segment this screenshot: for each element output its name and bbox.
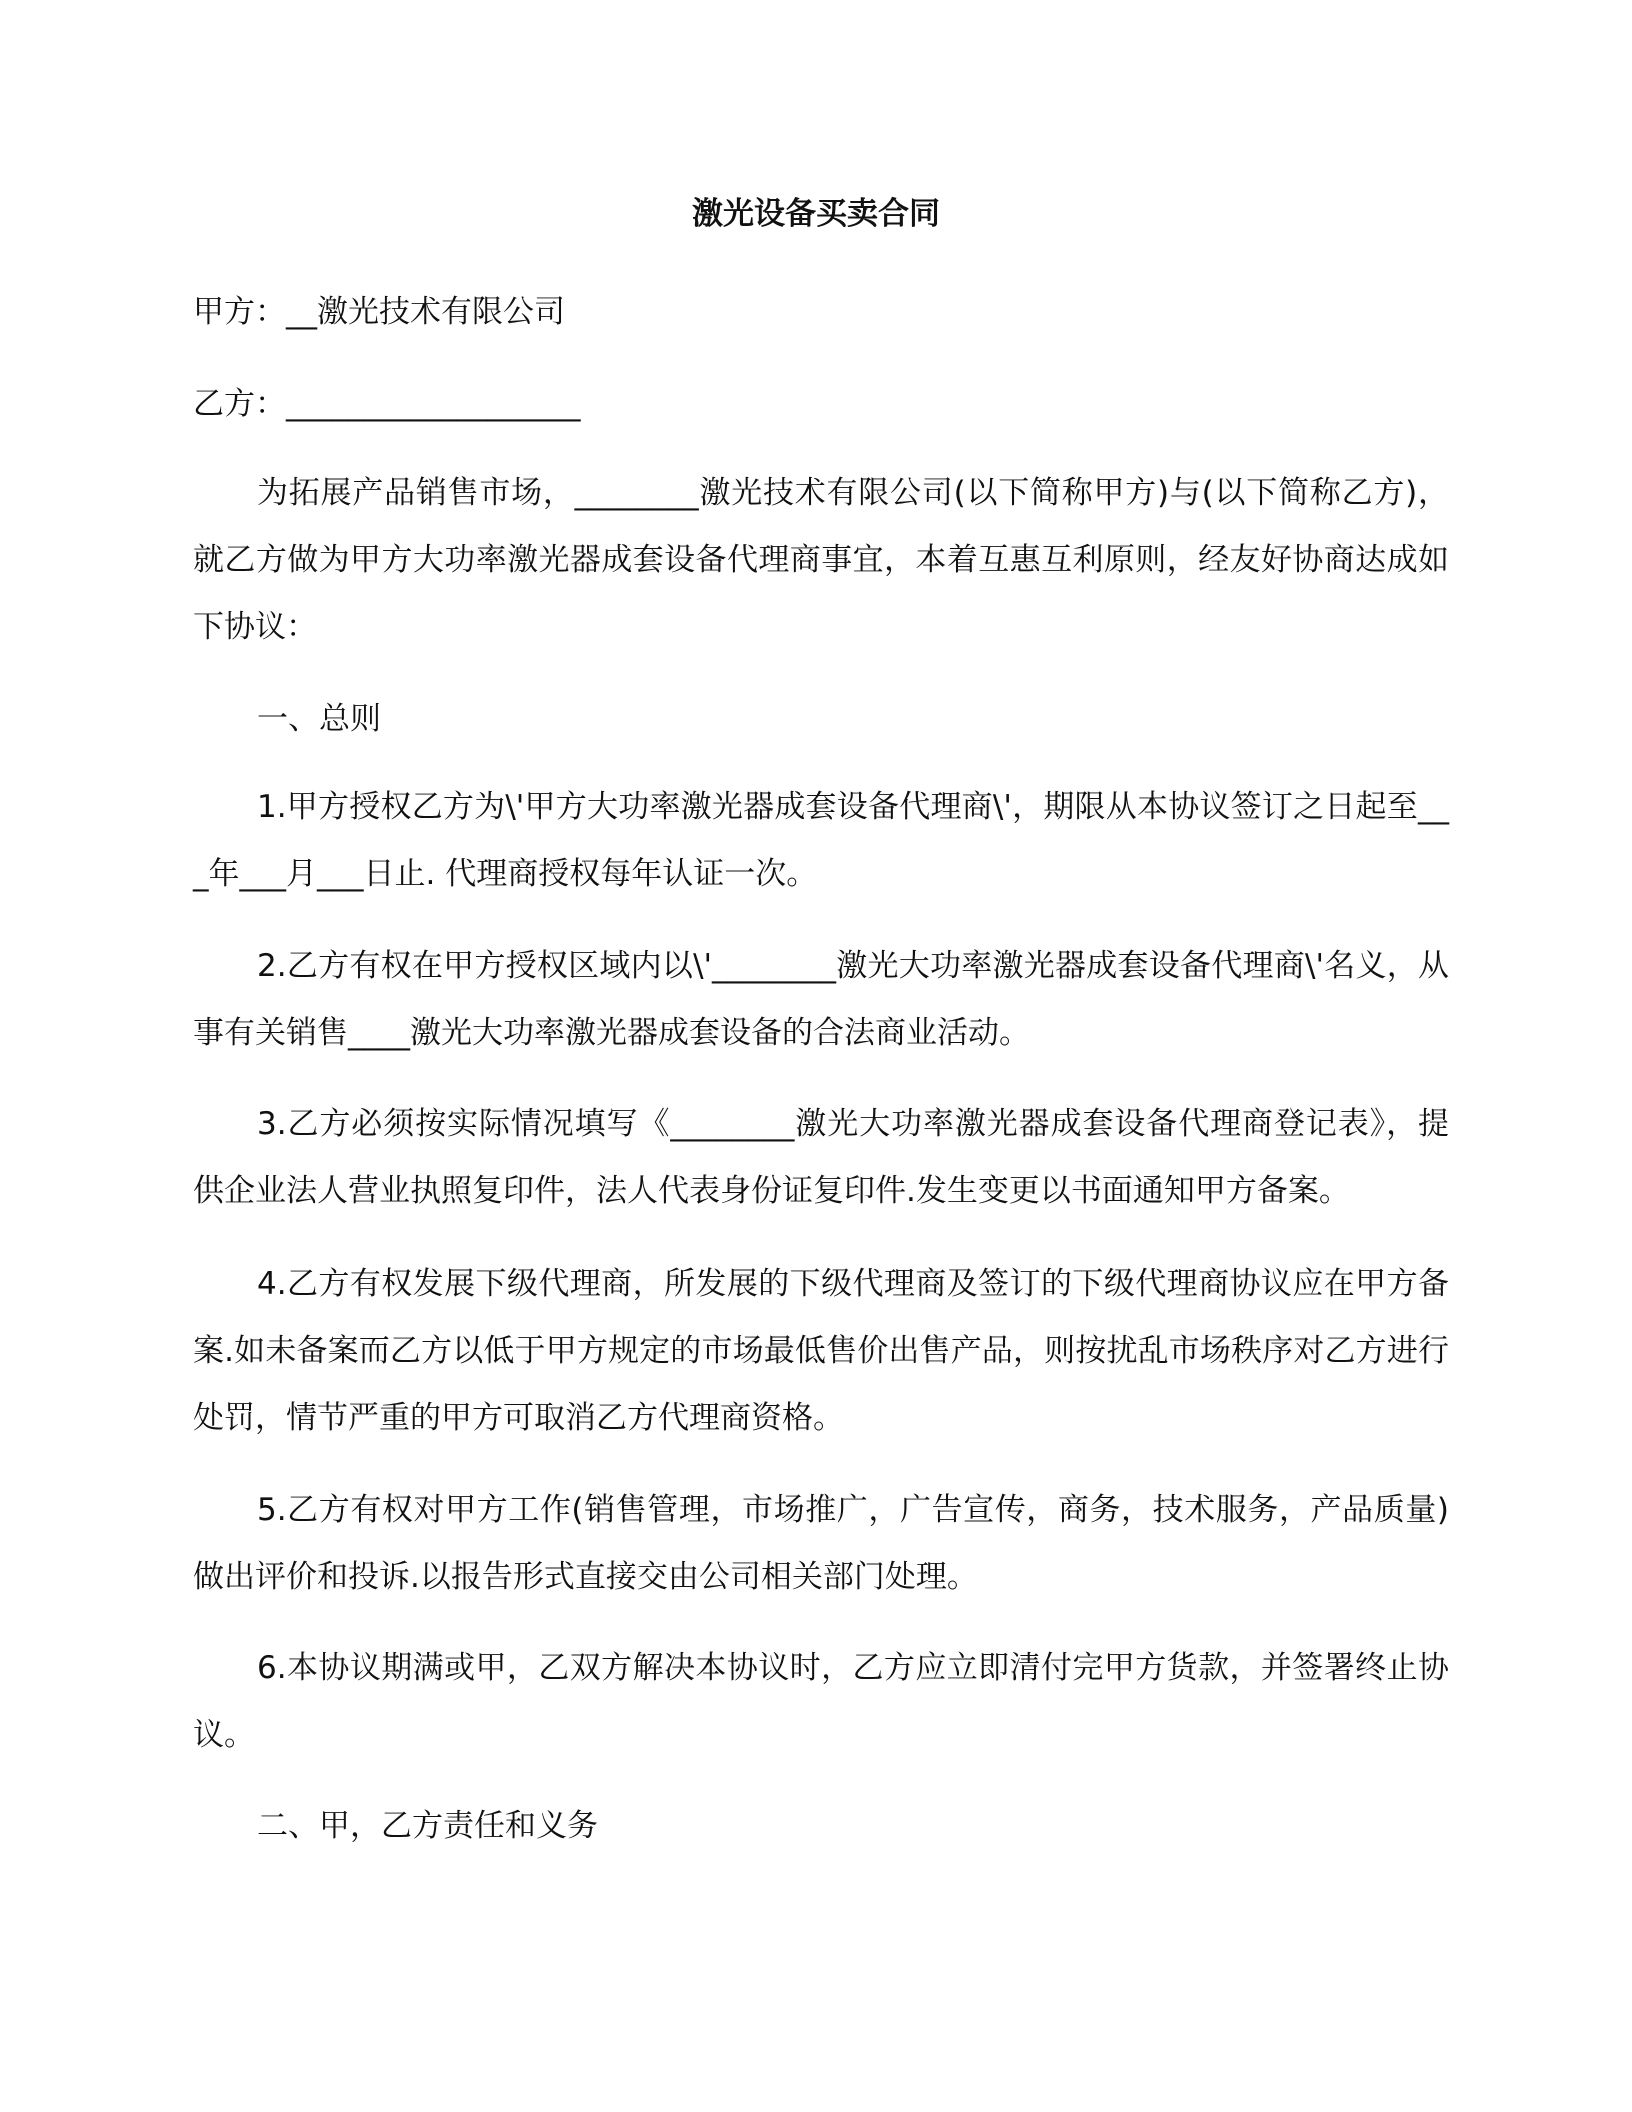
clause-2: 2.乙方有权在甲方授权区域内以\'________激光大功率激光器成套设备代理商\'名义，从事有关销售____激光大功率激光器成套设备的合法商业活动。 (193, 948, 1449, 1051)
clause-1: 1.甲方授权乙方为\'甲方大功率激光器成套设备代理商\'，期限从本协议签订之日起至___年___月___日止. 代理商授权每年认证一次。 (193, 789, 1449, 892)
party-b-line: 乙方：___________________ (193, 386, 581, 422)
clause-5: 5.乙方有权对甲方工作(销售管理，市场推广，广告宣传，商务，技术服务，产品质量)做出评价和投诉.以报告形式直接交由公司相关部门处理。 (193, 1492, 1449, 1595)
intro-paragraph: 为拓展产品销售市场，________激光技术有限公司(以下简称甲方)与(以下简称乙方)，就乙方做为甲方大功率激光器成套设备代理商事宜，本着互惠互利原则，经友好协商达成如下协议： (193, 475, 1449, 645)
document-title: 激光设备买卖合同 (692, 196, 940, 232)
clause-3: 3.乙方必须按实际情况填写《________激光大功率激光器成套设备代理商登记表》，提供企业法人营业执照复印件，法人代表身份证复印件.发生变更以书面通知甲方备案。 (193, 1106, 1449, 1209)
clause-6: 6.本协议期满或甲，乙双方解决本协议时，乙方应立即清付完甲方货款，并签署终止协议。 (193, 1650, 1449, 1753)
section-heading-general: 一、总则 (257, 701, 381, 737)
party-a-line: 甲方：__激光技术有限公司 (193, 294, 565, 330)
clause-4: 4.乙方有权发展下级代理商，所发展的下级代理商及签订的下级代理商协议应在甲方备案.如未备案而乙方以低于甲方规定的市场最低售价出售产品，则按扰乱市场秩序对乙方进行处罚，情节严重的甲方可取消乙方代理商资格。 (193, 1266, 1449, 1436)
section-heading-responsibilities: 二、甲，乙方责任和义务 (257, 1808, 598, 1844)
